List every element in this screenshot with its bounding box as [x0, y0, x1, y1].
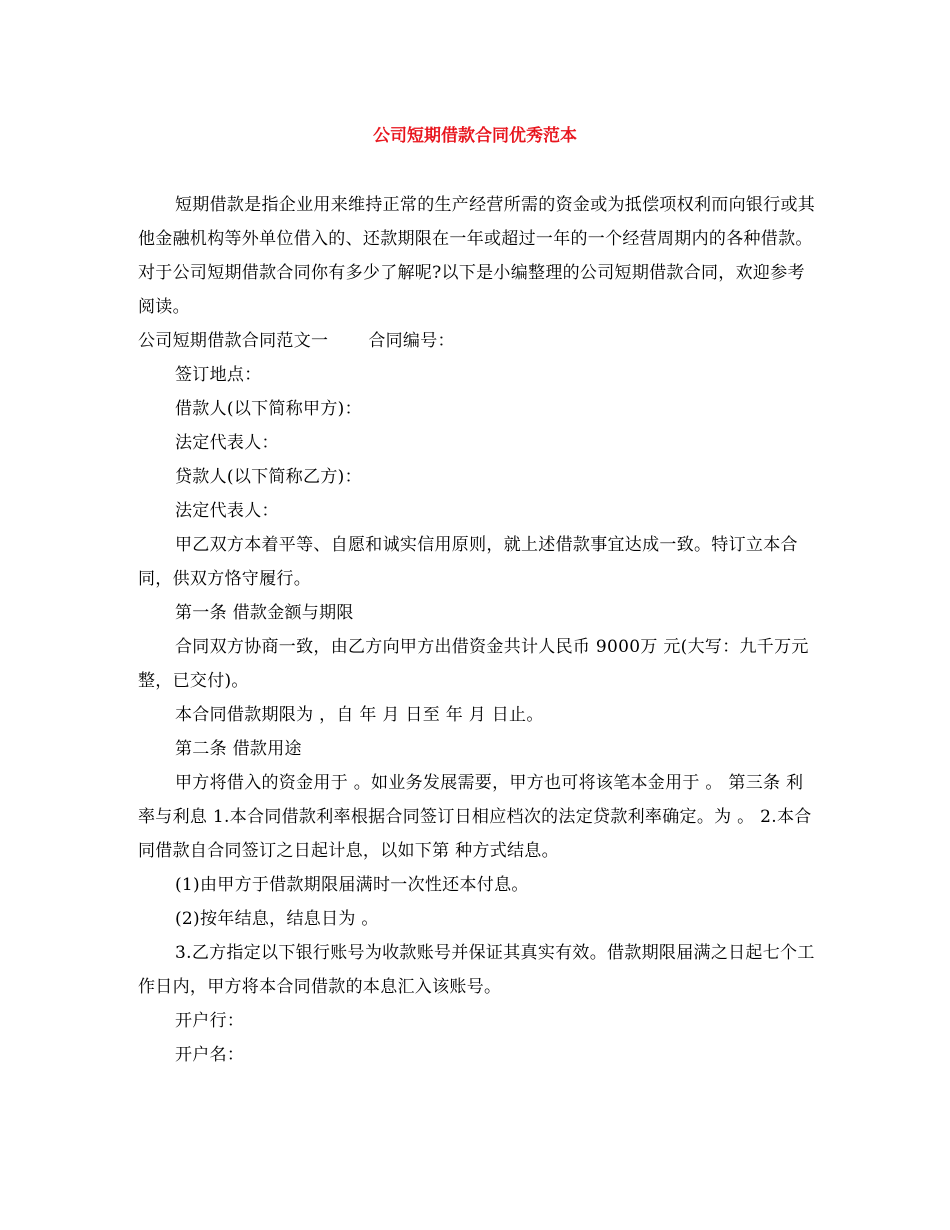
article1-term-paragraph: 本合同借款期限为 ，自 年 月 日至 年 月 日止。: [175, 705, 544, 725]
sample-heading: 公司短期借款合同范文一: [138, 331, 329, 351]
borrower-label: 借款人(以下简称甲方)：: [175, 399, 362, 419]
article1-title: 第一条 借款金额与期限: [175, 603, 354, 623]
borrower-representative-label: 法定代表人：: [175, 433, 279, 453]
sample-heading-line: [138, 324, 818, 358]
bank-label: 开户行：: [175, 1011, 245, 1031]
article2-title: 第二条 借款用途: [175, 739, 302, 759]
article2-body-paragraph: 甲方将借入的资金用于 。如业务发展需要，甲方也可将该笔本金用于 。 第三条 利率与利息 1.本合同借款利率根据合同签订日相应档次的法定贷款利率确定。为 。 2.本合同借款自合同签订之日起计息，以如下第 种方式结息。: [138, 773, 812, 861]
signing-place-label: 签订地点：: [175, 365, 262, 385]
intro-paragraph: 短期借款是指企业用来维持正常的生产经营所需的资金或为抵偿项权利而向银行或其他金融机构等外单位借入的、还款期限在一年或超过一年的一个经营周期内的各种借款。对于公司短期借款合同你有多少了解呢?以下是小编整理的公司短期借款合同，欢迎参考阅读。: [138, 195, 816, 317]
lender-representative-label: 法定代表人：: [175, 501, 279, 521]
agreement-paragraph: 甲乙双方本着平等、自愿和诚实信用原则，就上述借款事宜达成一致。特订立本合同，供双方恪守履行。: [138, 535, 798, 589]
interest-option-1: (1)由甲方于借款期限届满时一次性还本付息。: [175, 875, 529, 895]
lender-label: 贷款人(以下简称乙方)：: [175, 467, 362, 487]
article1-amount-paragraph: 合同双方协商一致，由乙方向甲方出借资金共计人民币 9000万 元(大写：九千万元整，已交付)。: [138, 637, 809, 691]
account-clause-paragraph: 3.乙方指定以下银行账号为收款账号并保证其真实有效。借款期限届满之日起七个工作日内，甲方将本合同借款的本息汇入该账号。: [138, 943, 815, 997]
interest-option-2: (2)按年结息，结息日为 。: [175, 909, 379, 929]
contract-number-label: 合同编号：: [368, 331, 455, 351]
account-name-label: 开户名：: [175, 1045, 245, 1065]
document-title: 公司短期借款合同优秀范本: [373, 126, 577, 146]
document-body: [138, 188, 818, 1072]
